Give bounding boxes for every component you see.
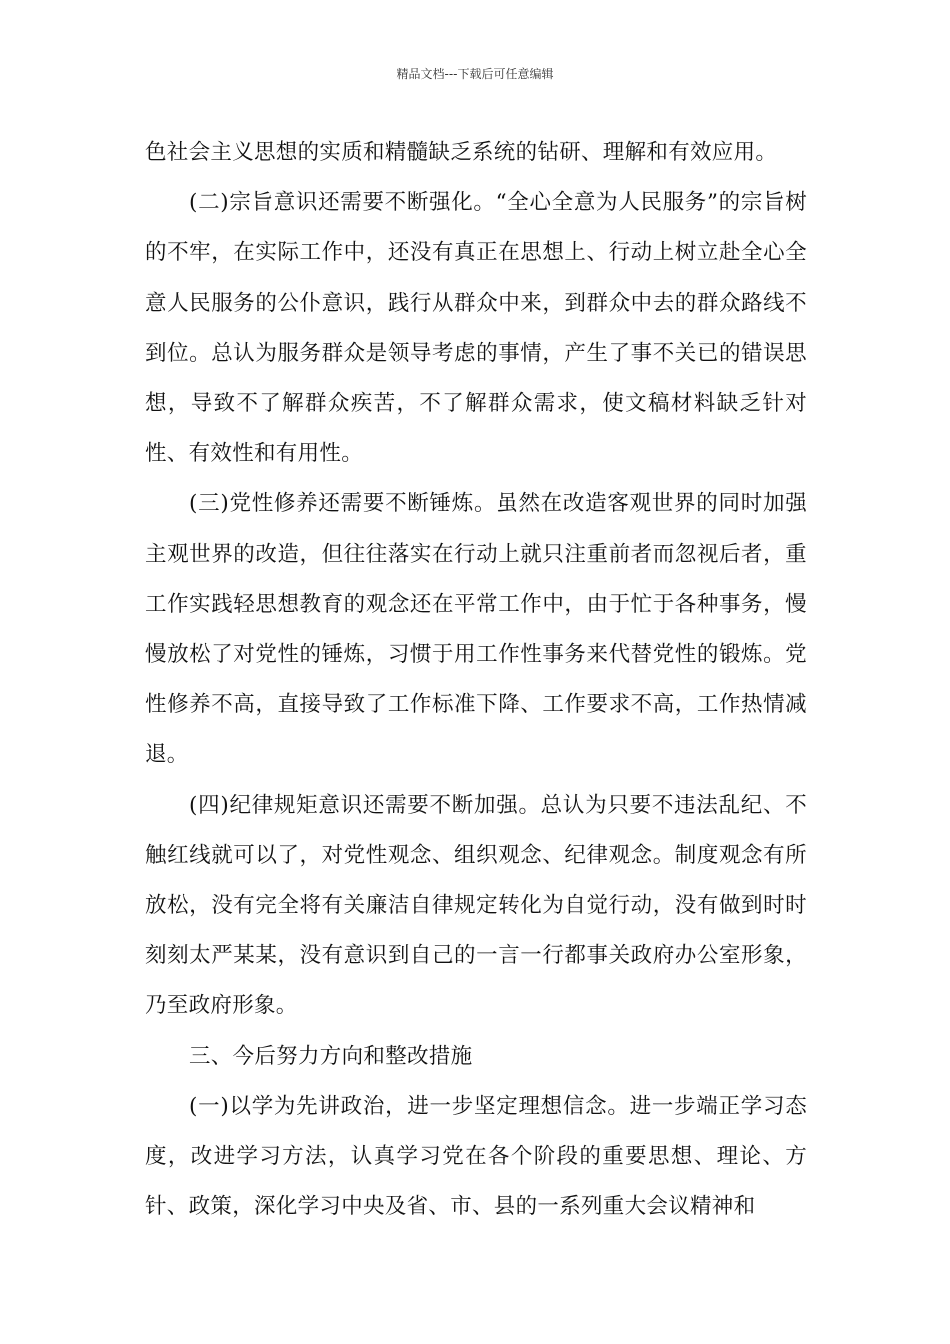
paragraph-purpose-awareness: (二)宗旨意识还需要不断强化。“全心全意为人民服务”的宗旨树的不牢，在实际工作中，还没有真正在思想上、行动上树立赴全心全意人民服务的公仆意识，践行从群众中来，到群众中去的群众路线不到位。总认为服务群众是领导考虑的事情，产生了事不关已的错误思想，导致不了解群众疾苦，不了解群众需求，使文稿材料缺乏针对性、有效性和有用性。: [145, 190, 807, 467]
page-header: 精品文档---下载后可任意编辑: [396, 67, 554, 81]
paragraph-continuation: 色社会主义思想的实质和精髓缺乏系统的钻研、理解和有效应用。: [145, 140, 778, 165]
section-heading: 三、今后努力方向和整改措施: [189, 1043, 473, 1069]
document-body: [145, 128, 807, 1232]
paragraph-party-cultivation: (三)党性修养还需要不断锤炼。虽然在改造客观世界的同时加强主观世界的改造，但往往落实在行动上就只注重前者而忽视后者，重工作实践轻思想教育的观念还在平常工作中，由于忙于各种事务，慢慢放松了对党性的锤炼，习惯于用工作性事务来代替党性的锻炼。党性修养不高，直接导致了工作标准下降、工作要求不高，工作热情减退。: [145, 491, 807, 768]
paragraph-study-politics: (一)以学为先讲政治，进一步坚定理想信念。进一步端正学习态度，改进学习方法，认真学习党在各个阶段的重要思想、理论、方针、政策，深化学习中央及省、市、县的一系列重大会议精神和: [145, 1093, 807, 1220]
paragraph-discipline-awareness: (四)纪律规矩意识还需要不断加强。总认为只要不违法乱纪、不触红线就可以了，对党性观念、组织观念、纪律观念。制度观念有所放松，没有完全将有关廉洁自律规定转化为自觉行动，没有做到时时刻刻太严某某，没有意识到自己的一言一行都事关政府办公室形象，乃至政府形象。: [145, 792, 807, 1019]
